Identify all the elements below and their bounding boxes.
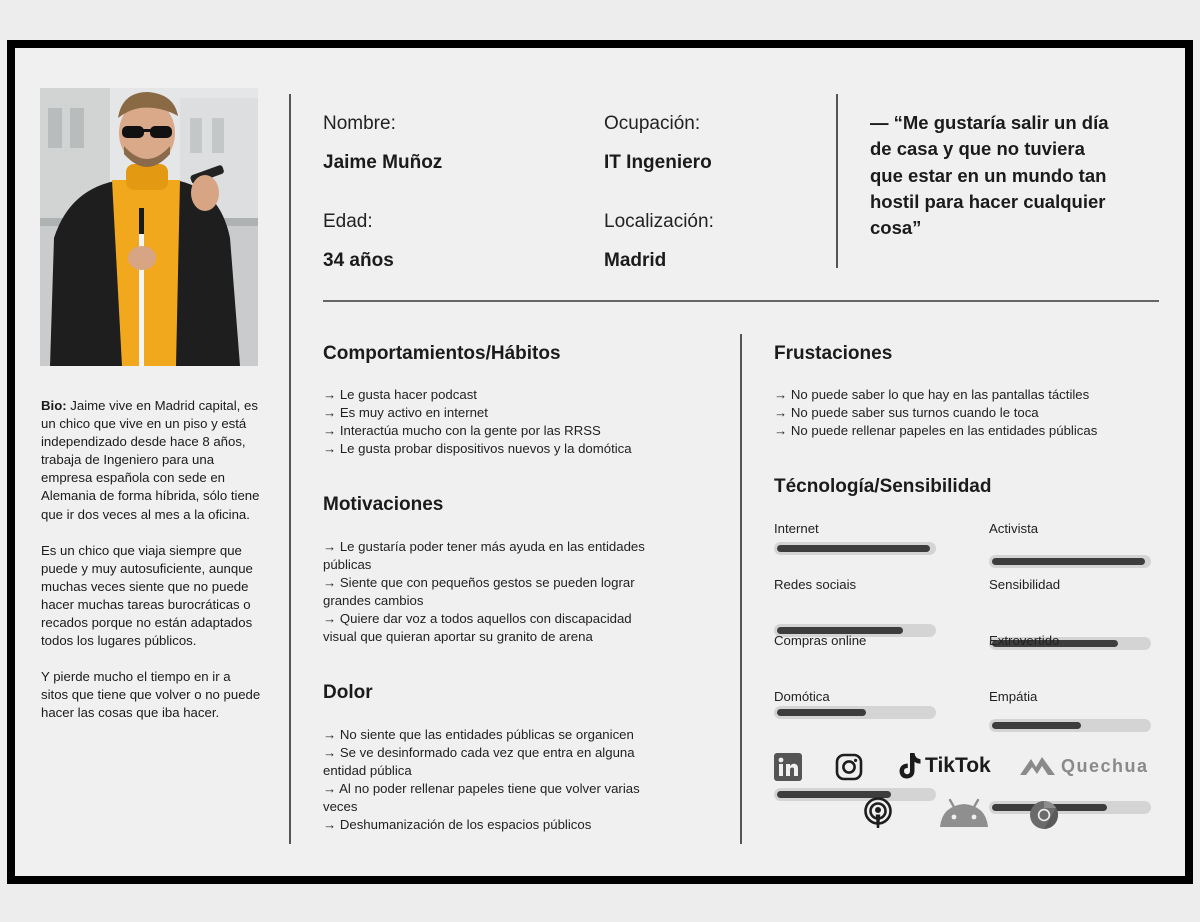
pain-title: Dolor: [323, 682, 373, 703]
list-item: → Se ve desinformado cada vez que entra en alguna entidad pública: [323, 745, 635, 779]
quechua-logo: [1019, 755, 1149, 777]
persona-quote: — “Me gustaría salir un día de casa y que no tuviera que estar en un mundo tan hostil para hacer cualquier cosa”: [870, 112, 1109, 239]
motivations-list: [323, 538, 663, 647]
chrome-icon: [1029, 800, 1059, 835]
list-item: → Le gusta probar dispositivos nuevos y la domótica: [323, 441, 632, 457]
name-label: Nombre:: [323, 113, 396, 134]
pain-list: [323, 726, 663, 835]
meter-label-redes: Redes sociais: [774, 577, 857, 592]
quechua-mountain-icon: [1019, 755, 1057, 777]
middle-divider: [740, 334, 742, 844]
name-value: Jaime Muñoz: [323, 152, 443, 173]
list-item: → No puede saber sus turnos cuando le toca: [774, 405, 1039, 421]
bio-label: Bio:: [41, 398, 67, 413]
header-divider: [323, 300, 1159, 302]
frustrations-list: [774, 386, 1097, 440]
frustrations-title: Frustaciones: [774, 343, 893, 364]
meter-label-activista: Activista: [989, 521, 1039, 536]
bio-text: [41, 397, 261, 741]
meter-domotica: [774, 788, 936, 801]
bio-paragraph-1: Jaime vive en Madrid capital, es un chico que vive en un piso y está independizado desde hace 8 años, trabaja de Ingeniero para una empresa española con sede en Alemania de forma híbrida, sólo tiene que ir dos veces al mes a la oficina.: [41, 398, 260, 522]
quote-divider: [836, 94, 838, 268]
meter-label-domotica: Domótica: [774, 689, 830, 704]
location-label: Localización:: [604, 211, 714, 232]
tiktok-logo: [898, 752, 991, 780]
age-value: 34 años: [323, 250, 394, 271]
podcasts-icon: [863, 797, 893, 834]
meter-label-compras: Compras online: [774, 633, 867, 648]
meter-fill: [992, 558, 1145, 565]
tech-title: Técnología/Sensibilidad: [774, 476, 992, 497]
list-item: → No puede rellenar papeles en las entidades públicas: [774, 423, 1098, 439]
quechua-wordmark: Quechua: [1061, 755, 1149, 776]
list-item: → No puede saber lo que hay en las pantallas táctiles: [774, 387, 1090, 402]
meter-internet: [774, 542, 936, 555]
age-label: Edad:: [323, 211, 373, 232]
location-value: Madrid: [604, 250, 667, 271]
meter-empatia: [989, 801, 1151, 814]
meter-label-internet: Internet: [774, 521, 819, 536]
list-item: → Deshumanización de los espacios públicos: [323, 817, 592, 833]
meter-label-sensibilidad: Sensibilidad: [989, 577, 1061, 592]
persona-card: [7, 40, 1193, 884]
meter-label-extrovertido: Extrovertido: [989, 633, 1060, 648]
instagram-icon: [835, 753, 863, 786]
left-divider: [289, 94, 291, 844]
habits-list: [323, 386, 632, 458]
tiktok-wordmark: TikTok: [925, 754, 991, 777]
persona-photo: [40, 88, 258, 366]
meter-compras: [774, 706, 936, 719]
meter-fill: [777, 545, 930, 552]
meter-label-empatia: Empátia: [989, 689, 1038, 704]
list-item: → Le gusta hacer podcast: [323, 387, 477, 402]
linkedin-icon: [774, 753, 802, 786]
meter-extrovertido: [989, 719, 1151, 732]
list-item: → Al no poder rellenar papeles tiene que volver varias veces: [323, 781, 640, 815]
meter-fill: [992, 722, 1081, 729]
list-item: → Interactúa mucho con la gente por las RRSS: [323, 423, 601, 439]
motivations-title: Motivaciones: [323, 494, 444, 515]
list-item: → Es muy activo en internet: [323, 405, 488, 421]
android-icon: [938, 798, 990, 833]
list-item: → No siente que las entidades públicas se organicen: [323, 727, 634, 742]
occupation-label: Ocupación:: [604, 113, 701, 134]
list-item: → Siente que con pequeños gestos se pueden lograr grandes cambios: [323, 575, 635, 609]
tiktok-icon: [898, 752, 922, 780]
meter-activista: [989, 555, 1151, 568]
occupation-value: IT Ingeniero: [604, 152, 712, 173]
habits-title: Comportamientos/Hábitos: [323, 343, 561, 364]
list-item: → Quiere dar voz a todos aquellos con discapacidad visual que quieran aportar su granito de arena: [323, 611, 632, 645]
meter-fill: [777, 709, 866, 716]
list-item: → Le gustaría poder tener más ayuda en las entidades públicas: [323, 539, 645, 573]
bio-paragraph-2: Es un chico que viaja siempre que puede y muy autosuficiente, aunque muchas veces siente que no puede hacer muchas tareas burocráticas o recados porque no están adaptados todos los lugares públicos.: [41, 542, 253, 649]
bio-paragraph-3: Y pierde mucho el tiempo en ir a sitos que tiene que volver o no puede hacer las cosas que iba hacer.: [41, 669, 261, 721]
